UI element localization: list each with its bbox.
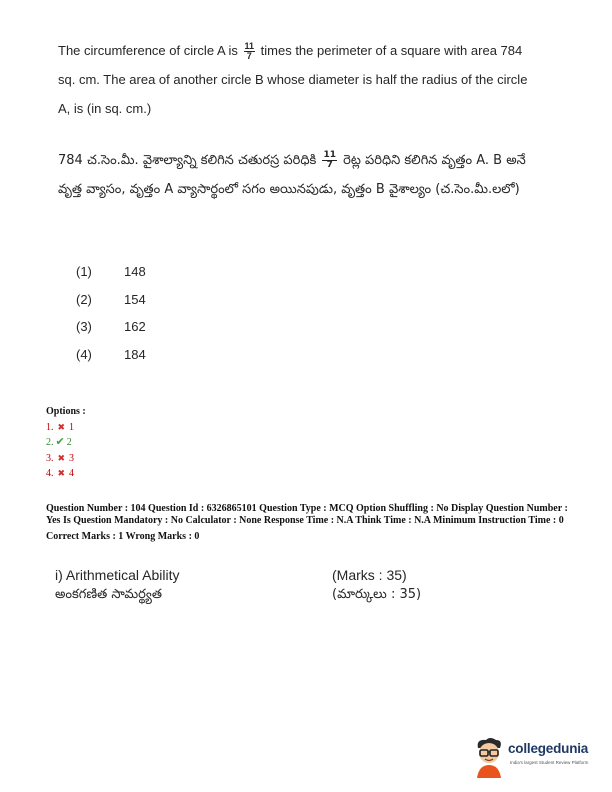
section-title (55, 566, 315, 604)
answer-option-4[interactable] (76, 341, 146, 369)
question-text-english (58, 36, 528, 123)
option-key-1 (46, 420, 86, 436)
option-key-label: 4. (46, 468, 54, 479)
question-te-part2: రెట్ల పరిధిని కలిగిన వృత్తం A. B అనే వృత్త వ్యాసం, వృత్తం A వ్యాసార్థంలో సగం అయినపుడు, వృత్తం B వైశాల్యం (చ.సెం.మీ.లలో) (58, 153, 526, 197)
options-key (46, 404, 86, 482)
option-key-label: 1. (46, 421, 54, 433)
logo-tagline: India's largest Student Review Platform (510, 760, 589, 765)
answer-option-number: (1) (76, 264, 92, 279)
question-en-part1: The circumference of circle A is (58, 43, 242, 58)
answer-option-value: 154 (124, 291, 146, 307)
section-marks-english: (Marks : 35) (332, 567, 407, 583)
cross-icon: ✖ (57, 421, 66, 432)
answer-option-2[interactable] (76, 286, 146, 314)
fraction-te-numerator: 11 (323, 150, 336, 160)
answer-options-list (76, 258, 146, 368)
fraction-denominator: 7 (246, 51, 252, 62)
answer-option-value: 162 (124, 319, 146, 334)
option-key-label: 3. (46, 452, 54, 464)
answer-option-number: (2) (76, 291, 92, 307)
marks-line: Correct Marks : 1 Wrong Marks : 0 (46, 531, 200, 542)
section-title-telugu: అంకగణిత సామర్థ్యత (55, 587, 163, 602)
section-title-english: i) Arithmetical Ability (55, 567, 180, 583)
question-metadata-text: Question Number : 104 Question Id : 6326865101 Question Type : MCQ Option Shuffling : No Display Question Number : Yes Is Question Mandatory : No Calculator : None Response Time : N.A Think Time : N.A Minimum Instruction Time : 0 (46, 503, 568, 526)
question-text-telugu (58, 146, 528, 204)
question-te-part1: 784 చ.సెం.మీ. వైశాల్యాన్ని కలిగిన చతురస్ర పరిధికి (58, 153, 321, 168)
options-title: Options : (46, 406, 86, 417)
answer-option-3[interactable] (76, 313, 146, 341)
option-key-value: 2 (66, 437, 72, 448)
section-marks-telugu: (మార్కులు : 35) (332, 587, 422, 602)
option-key-value: 1 (69, 421, 75, 433)
option-key-label: 2. (46, 437, 54, 448)
logo-wordmark: collegedunia (508, 741, 589, 756)
answer-option-number: (4) (76, 346, 92, 362)
question-en-part2: times the perimeter of a square with area 784 sq. cm. The area of another circle B whose diameter is half the radius of the circle A, is (in sq. cm.) (58, 43, 528, 116)
question-metadata (46, 503, 576, 543)
cross-icon: ✖ (57, 452, 66, 463)
option-key-4 (46, 466, 86, 482)
option-key-value: 4 (69, 468, 75, 479)
option-key-2 (46, 435, 86, 451)
answer-option-value: 184 (124, 346, 146, 362)
collegedunia-logo (472, 736, 602, 780)
option-key-value: 3 (69, 452, 75, 464)
cross-icon: ✖ (57, 468, 66, 478)
mascot-icon (472, 736, 506, 778)
answer-option-1[interactable] (76, 258, 146, 286)
fraction-numerator: 11 (244, 41, 255, 52)
answer-option-number: (3) (76, 319, 92, 334)
fraction-eleven-sevenths (244, 42, 256, 61)
option-key-3 (46, 451, 86, 467)
checkmark-icon: ✔ (55, 436, 65, 448)
fraction-te (322, 151, 337, 170)
fraction-te-denominator: 7 (326, 160, 333, 170)
section-marks (332, 566, 472, 604)
answer-option-value: 148 (124, 264, 146, 279)
